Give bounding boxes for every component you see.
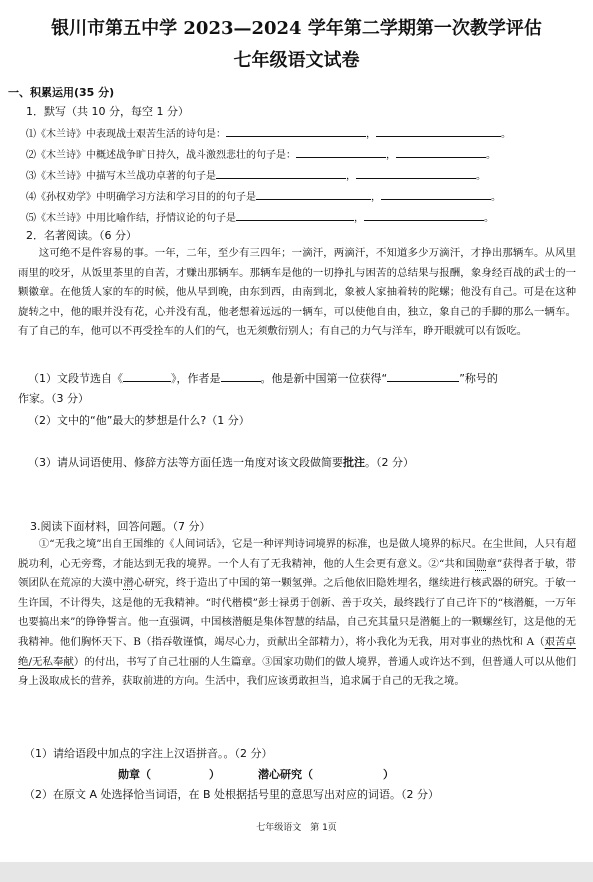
answer-blank[interactable] bbox=[356, 167, 476, 179]
viewer-bottom-bar bbox=[0, 862, 593, 882]
answer-blank[interactable] bbox=[226, 125, 366, 137]
answer-blank[interactable] bbox=[396, 146, 486, 158]
q1-item-5: ⑸《木兰诗》中用比喻作结，抒情议论的句子是 ， 。 bbox=[26, 209, 494, 224]
answer-blank[interactable] bbox=[376, 125, 501, 137]
answer-blank[interactable] bbox=[296, 146, 386, 158]
q2-sub3: （3）请从词语使用、修辞方法等方面任选一角度对该文段做简要批注。（2 分） bbox=[28, 456, 414, 469]
answer-blank[interactable] bbox=[387, 370, 459, 382]
q1-item-1: ⑴《木兰诗》中表现战士艰苦生活的诗句是： ， 。 bbox=[26, 125, 511, 140]
dotted-char: 潜 bbox=[123, 577, 134, 590]
answer-blank[interactable] bbox=[236, 209, 354, 221]
q2-title: 2．名著阅读。（6 分） bbox=[26, 229, 137, 242]
page-footer: 七年级语文 第 1页 bbox=[256, 823, 337, 833]
section-heading: 一、积累运用(35 分) bbox=[8, 86, 115, 99]
answer-blank[interactable] bbox=[256, 188, 371, 200]
pinyin-item-2: 潜心研究（ ） bbox=[258, 768, 394, 781]
q1-item-4: ⑷《孙权劝学》中明确学习方法和学习目的的句子是 ， 。 bbox=[26, 188, 501, 203]
q2-sub1-cont: 作家。（3 分） bbox=[18, 392, 89, 405]
q3-passage: ①“无我之境”出自王国维的《人间词话》，它是一种评判诗词境界的标准，也是做人境界的标尺。在尘世间，人只有超脱功利，心无旁骛，才能达到无我的境界。一个人有了无我精神，他的人生会更有意义。②“共和国勋章”获得者于敏，带领团队在荒凉的大漠中潜心研究，终于造出了中国的第一颗氢弹。之后他依旧隐姓埋名，继续进行核武器的研究。于敏一生许国，不计得失，这是他的无我精神。“时代楷模”彭士禄勇于创新、善于攻关，最终践行了自己许下的“核潜艇，一万年也要搞出来”的铮铮誓言。他一直强调，中国核潜艇是集体智慧的结晶，自己充其量只是潜艇上的一颗螺丝钉，这是他的无我精神。他们胸怀天下、B（指吞敬谨慎，竭尽心力，贡献出全部精力），将小我化为无我，用对事业的热忱和 A（艰苦卓绝/无私奉献）的付出，书写了自己壮丽的人生篇章。③国家功勋们的做人境界，普通人或许达不到，但普通人可以从他们身上汲取成长的营养，获取前进的方向。生活中，我们应该勇敢担当，追求属于自己的无我之境。 bbox=[18, 538, 577, 688]
q3-title: 3.阅读下面材料，回答问题。（7 分） bbox=[30, 520, 211, 533]
q2-sub1: （1）文段节选自《 》，作者是 。他是新中国第一位获得“ ”称号的 bbox=[28, 372, 498, 385]
exam-subtitle: 七年级语文试卷 bbox=[233, 50, 360, 71]
q1-item-3: ⑶《木兰诗》中描写木兰战功卓著的句子是 ， 。 bbox=[26, 167, 486, 182]
q3-sub1: （1）请给语段中加点的字注上汉语拼音。。（2 分） bbox=[24, 747, 273, 760]
answer-blank[interactable] bbox=[216, 167, 346, 179]
exam-title: 银川市第五中学 2023—2024 学年第二学期第一次教学评估 bbox=[51, 18, 542, 39]
pinyin-item-1: 勋章（ ） bbox=[118, 768, 220, 781]
answer-blank[interactable] bbox=[221, 370, 261, 382]
q1-item-2: ⑵《木兰诗》中概述战争旷日持久，战斗激烈悲壮的句子是： ， 。 bbox=[26, 146, 496, 161]
q1-title: 1．默写（共 10 分，每空 1 分） bbox=[26, 105, 189, 118]
dotted-char: 勋 bbox=[475, 557, 487, 570]
q3-sub2: （2）在原文 A 处选择恰当词语，在 B 处根据括号里的意思写出对应的词语。（2 分） bbox=[24, 788, 440, 801]
answer-blank[interactable] bbox=[364, 209, 484, 221]
choice-words: 艰苦卓绝/无私奉献 bbox=[18, 635, 576, 668]
q2-passage: 这可绝不是件容易的事。一年，二年，至少有三四年；一滴汗，两滴汗，不知道多少万滴汗，才挣出那辆车。从风里雨里的咬牙，从饭里茶里的自苦，才赚出那辆车。那辆车是他的一切挣扎与困苦的总结果与报酬，象身经百战的武士的一颗徽章。在他赁人家的车的时候，他从早到晚，由东到西，由南到北，象被人家抽着转的陀螺；他没有自己。可是在这种旋转之中，他的眼并没有花，心并没有乱，他老想着远远的一辆车，可以使他自由，独立，象自己的手脚的那么一辆车。有了自己的车，他可以不再受拴车的人们的气，也无须敷衍别人；有自己的力气与洋车，睁开眼就可以有饭吃。 bbox=[18, 247, 576, 338]
answer-blank[interactable] bbox=[123, 370, 171, 382]
q2-sub2: （2）文中的“他”最大的梦想是什么?（1 分） bbox=[28, 414, 250, 427]
answer-blank[interactable] bbox=[381, 188, 491, 200]
